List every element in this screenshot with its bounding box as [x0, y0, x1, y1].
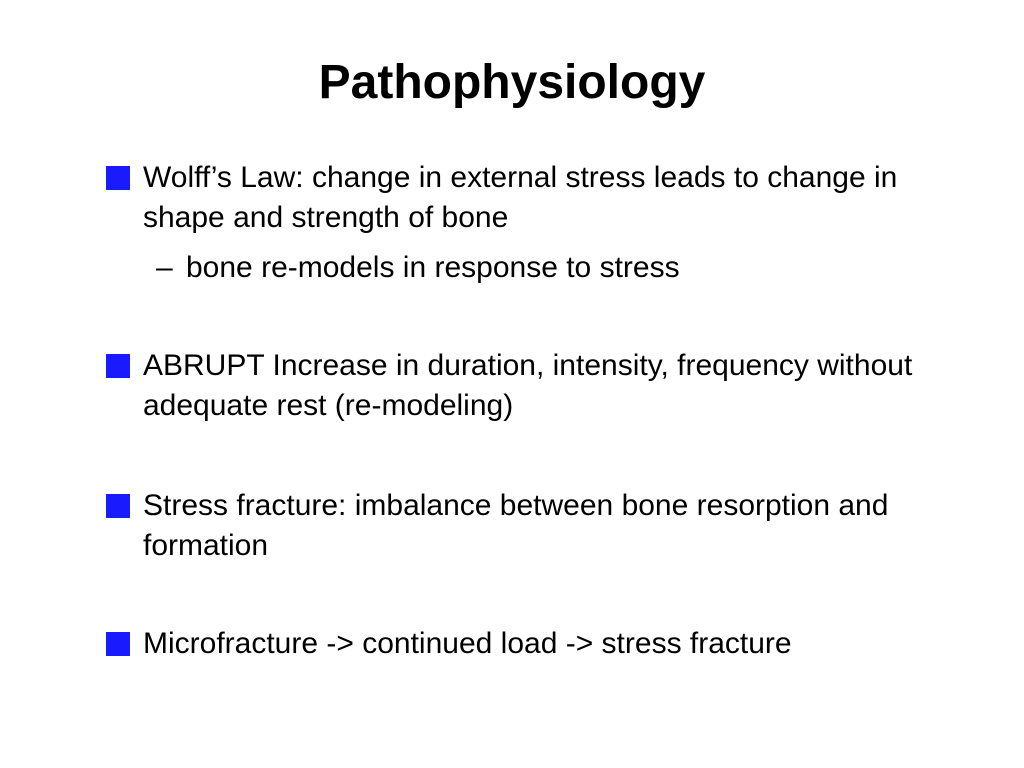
bullet-item: [106, 158, 936, 238]
bullet-item: [106, 486, 936, 566]
bullet-text: ABRUPT Increase in duration, intensity, frequency without adequate rest (re-modeling): [143, 349, 913, 422]
sub-bullet-text: bone re-models in response to stress: [186, 251, 680, 284]
bullet-item: [106, 346, 936, 426]
bullet-text: Wolff’s Law: change in external stress leads to change in shape and strength of bone: [143, 161, 898, 234]
bullet-text: Stress fracture: imbalance between bone resorption and formation: [143, 489, 889, 562]
square-bullet-icon: [106, 166, 130, 190]
square-bullet-icon: [106, 354, 130, 378]
square-bullet-icon: [106, 494, 130, 518]
square-bullet-icon: [106, 632, 130, 656]
bullet-item: [106, 624, 936, 664]
bullet-text: Microfracture -> continued load -> stress fracture: [143, 627, 792, 660]
dash-bullet-icon: –: [156, 251, 173, 284]
sub-bullet-item: [156, 248, 936, 288]
slide-title: Pathophysiology: [318, 56, 706, 109]
